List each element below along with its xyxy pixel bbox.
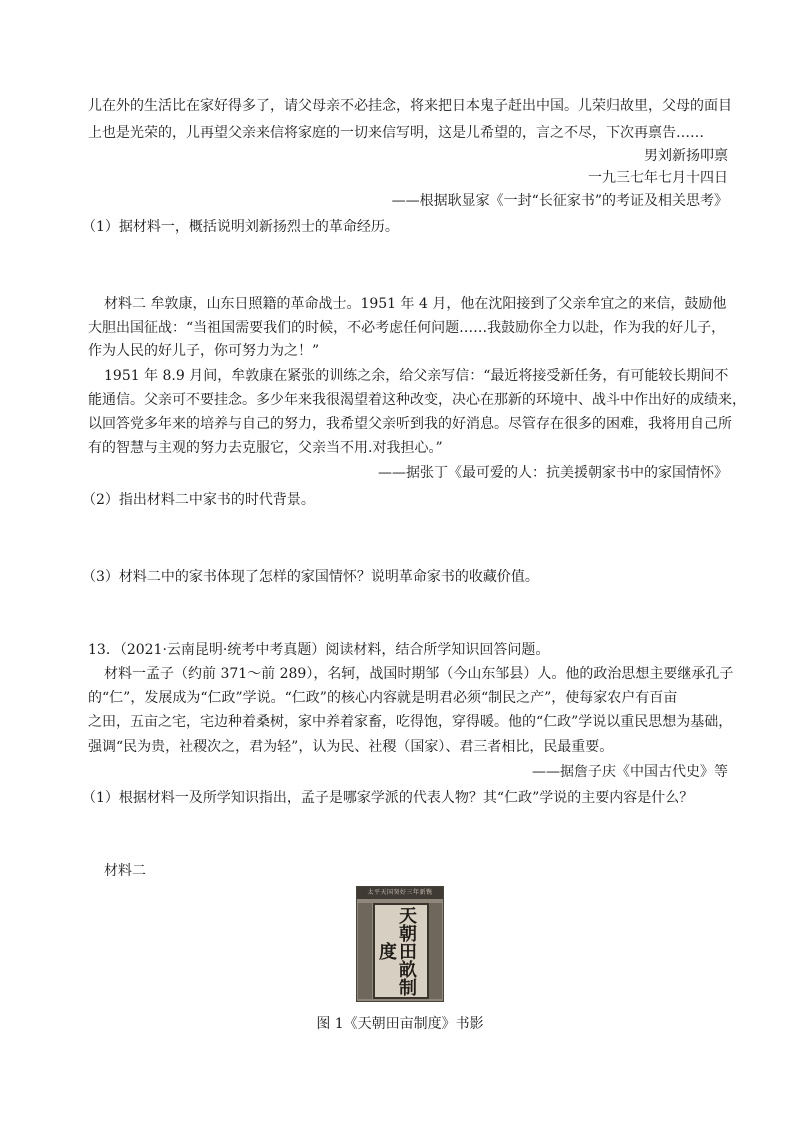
question-3: （3）材料二中的家书体现了怎样的家国情怀？说明革命家书的收藏价值。 [82,569,539,585]
letter-line-2: 上也是光荣的，儿再望父亲来信将家庭的一切来信写明，这是儿希望的，言之不尽，下次再禀告…… [88,125,704,141]
item13-material2-label: 材料二 [104,863,146,879]
book-left-border [358,903,372,999]
item13-heading: 13．（2021·云南昆明·统考中考真题）阅读材料，结合所学知识回答问题。 [88,642,550,658]
item13-line-1: 材料一孟子（约前 371～前 289），名轲，战国时期邹（今山东邹县）人。他的政治思想主要继承孔子 [104,666,734,682]
book-title: 天朝田畝制度 [376,906,417,996]
material2-line-3: 作为人民的好儿子，你可努力为之！” [88,343,320,359]
book-cover-image [356,886,444,1002]
book-top-inscription: 太平天国癸好三年新镌 [367,889,433,896]
letter-line-1: 儿在外的生活比在家好得多了，请父母亲不必挂念，将来把日本鬼子赶出中国。儿荣归故里，父母的面目 [88,98,732,114]
question-1: （1）据材料一，概括说明刘新扬烈士的革命经历。 [82,219,399,235]
letter-source: ——根据耿显家《一封“长征家书”的考证及相关思考》 [391,193,728,209]
item13-line-3: 之田，五亩之宅，宅边种着桑树，家中养着家畜，吃得饱，穿得暖。他的“仁政”学说以重民思想为基础， [88,714,733,730]
book-title-panel [373,903,429,999]
material2-line-2: 大胆出国征战：“当祖国需要我们的时候，不必考虑任何问题……我鼓励你全力以赴，作为我的好儿子， [88,320,726,336]
material2-source: ——据张丁《最可爱的人：抗美援朝家书中的家国情怀》 [378,465,728,481]
item13-source: ——据詹子庆《中国古代史》等 [532,764,728,780]
material2-line-1: 材料二 牟敦康，山东日照籍的革命战士。1951 年 4 月，他在沈阳接到了父亲牟宜之的来信，鼓励他 [104,296,727,312]
material2-line-5: 能通信。父亲可不要挂念。多少年来我很渴望着这种改变，决心在那新的环境中、战斗中作出好的成绩来， [88,392,746,408]
book-right-border [428,903,442,999]
material2-line-7: 有的智慧与主观的努力去克服它，父亲当不用.对我担心。” [88,440,443,456]
question-2: （2）指出材料二中家书的时代背景。 [82,492,315,508]
figure-caption: 图 1《天朝田亩制度》书影 [316,1016,484,1032]
material2-line-4: 1951 年 8.9 月间，牟敦康在紧张的训练之余，给父亲写信：“最近将接受新任务，有可能较长期间不 [104,368,729,384]
letter-date: 一九三七年七月十四日 [588,170,728,186]
item13-line-4: 强调“民为贵，社稷次之，君为轻”，认为民、社稷（国家）、君三者相比，民最重要。 [88,739,614,755]
material2-line-6: 以回答党多年来的培养与自己的努力，我希望父亲听到我的好消息。尽管存在很多的困难，我将用自己所 [88,416,732,432]
item13-question-1: （1）根据材料一及所学知识指出，孟子是哪家学派的代表人物？其“仁政”学说的主要内容是什么？ [82,790,694,806]
item13-line-2: 的“仁”，发展成为“仁政”学说。“仁政”的核心内容就是明君必须“制民之产”，使每家农户有百亩 [88,690,678,706]
letter-signature: 男刘新扬叩禀 [644,148,728,164]
